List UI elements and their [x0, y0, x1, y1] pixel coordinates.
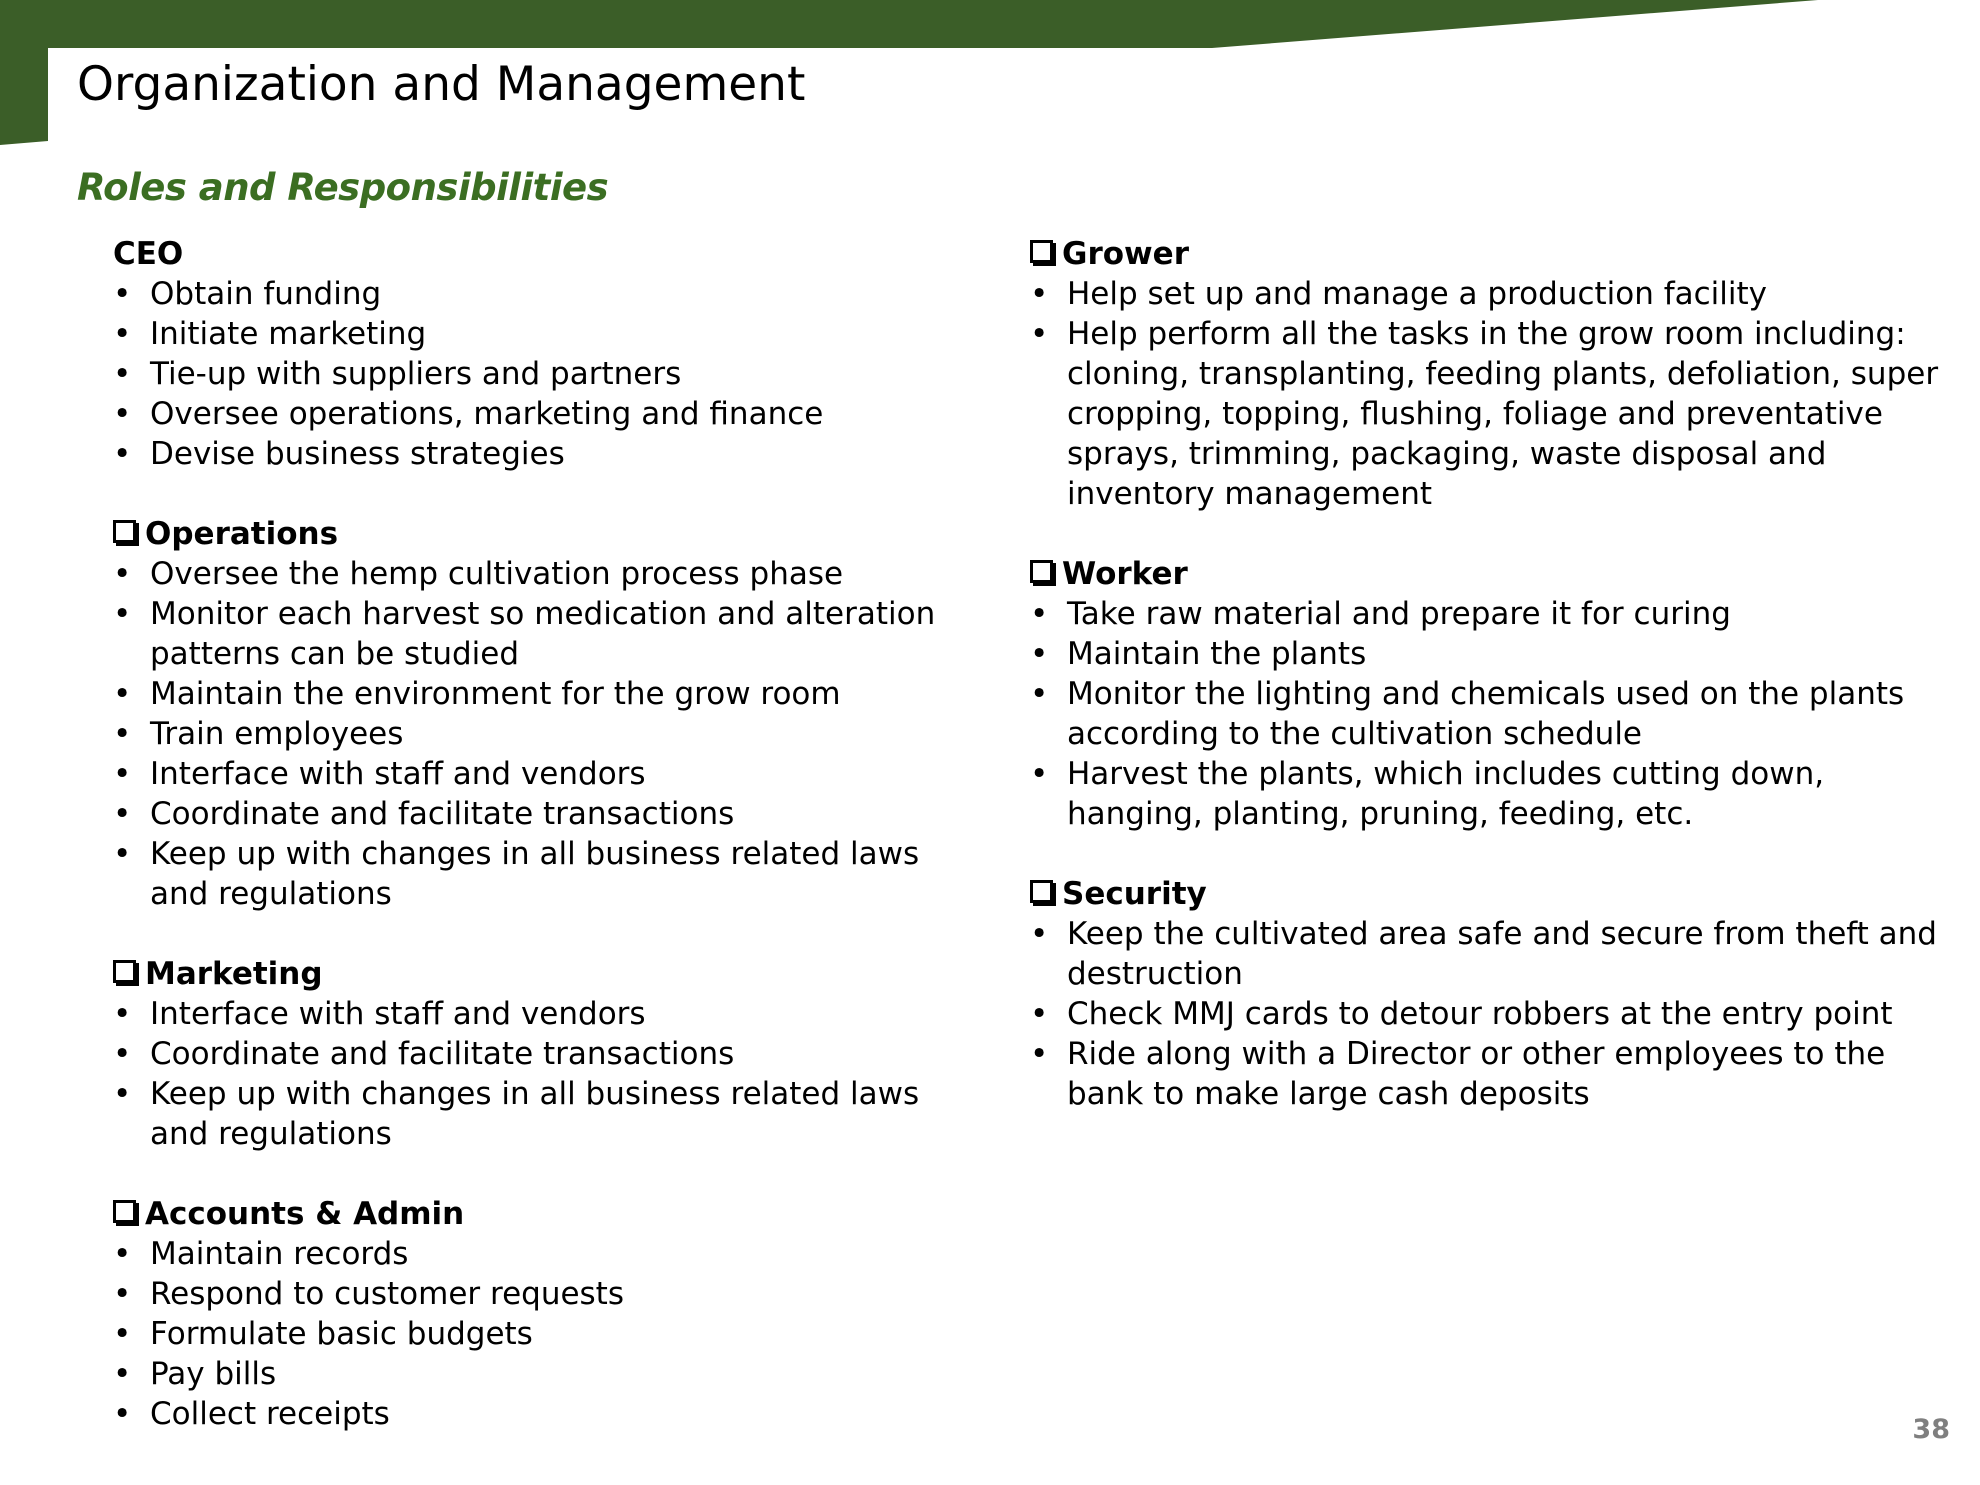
section-heading	[113, 234, 973, 274]
list-item: • Keep up with changes in all business related laws and regulations	[113, 834, 973, 914]
list-item: • Devise business strategies	[113, 434, 973, 474]
bullet-list	[113, 1234, 973, 1434]
list-item: • Tie-up with suppliers and partners	[113, 354, 973, 394]
list-item: • Maintain records	[113, 1234, 973, 1274]
role-section	[113, 1194, 973, 1434]
section-heading-label: Worker	[1062, 556, 1188, 592]
page-number: 38	[1912, 1414, 1950, 1445]
list-item: • Monitor each harvest so medication and alteration patterns can be studied	[113, 594, 973, 674]
list-item: • Train employees	[113, 714, 973, 754]
list-item: • Pay bills	[113, 1354, 973, 1394]
role-section	[113, 234, 973, 474]
role-section	[1030, 234, 1950, 514]
list-item: • Respond to customer requests	[113, 1274, 973, 1314]
role-section	[113, 954, 973, 1154]
role-section	[1030, 554, 1950, 834]
list-item: • Help perform all the tasks in the grow room including: cloning, transplanting, feeding plants, defoliation, super cropping, topping, flushing, foliage and preventative sprays, trimming, packaging, waste disposal and inventory management	[1030, 314, 1950, 514]
list-item: • Obtain funding	[113, 274, 973, 314]
bullet-list	[1030, 914, 1950, 1114]
section-heading	[1030, 234, 1950, 274]
list-item: • Harvest the plants, which includes cutting down, hanging, planting, pruning, feeding, etc.	[1030, 754, 1950, 834]
checkbox-bullet-icon	[113, 1200, 136, 1223]
section-heading-label: Operations	[145, 516, 339, 552]
list-item: • Check MMJ cards to detour robbers at the entry point	[1030, 994, 1950, 1034]
list-item: • Interface with staff and vendors	[113, 994, 973, 1034]
list-item: • Monitor the lighting and chemicals used on the plants according to the cultivation schedule	[1030, 674, 1950, 754]
list-item: • Coordinate and facilitate transactions	[113, 794, 973, 834]
role-section	[1030, 874, 1950, 1114]
list-item: • Ride along with a Director or other employees to the bank to make large cash deposits	[1030, 1034, 1950, 1114]
right-column	[1030, 234, 1950, 1154]
section-heading	[113, 514, 973, 554]
page-subtitle: Roles and Responsibilities	[77, 166, 609, 209]
checkbox-bullet-icon	[1030, 880, 1053, 903]
section-heading	[1030, 554, 1950, 594]
list-item: • Maintain the plants	[1030, 634, 1950, 674]
list-item: • Initiate marketing	[113, 314, 973, 354]
list-item: • Keep the cultivated area safe and secure from theft and destruction	[1030, 914, 1950, 994]
bullet-list	[1030, 594, 1950, 834]
list-item: • Oversee the hemp cultivation process phase	[113, 554, 973, 594]
list-item: • Help set up and manage a production facility	[1030, 274, 1950, 314]
list-item: • Oversee operations, marketing and finance	[113, 394, 973, 434]
page-title: Organization and Management	[77, 57, 806, 112]
list-item: • Formulate basic budgets	[113, 1314, 973, 1354]
section-heading-label: Security	[1062, 876, 1207, 912]
list-item: • Interface with staff and vendors	[113, 754, 973, 794]
bullet-list	[113, 554, 973, 914]
section-heading-label: Grower	[1062, 236, 1189, 272]
list-item: • Maintain the environment for the grow room	[113, 674, 973, 714]
checkbox-bullet-icon	[113, 960, 136, 983]
list-item: • Collect receipts	[113, 1394, 973, 1434]
section-heading	[113, 1194, 973, 1234]
bullet-list	[113, 274, 973, 474]
list-item: • Coordinate and facilitate transactions	[113, 1034, 973, 1074]
section-heading-label: CEO	[113, 236, 184, 272]
list-item: • Keep up with changes in all business related laws and regulations	[113, 1074, 973, 1154]
section-heading-label: Marketing	[145, 956, 323, 992]
checkbox-bullet-icon	[113, 520, 136, 543]
list-item: • Take raw material and prepare it for curing	[1030, 594, 1950, 634]
section-heading	[1030, 874, 1950, 914]
bullet-list	[1030, 274, 1950, 514]
section-heading-label: Accounts & Admin	[145, 1196, 465, 1232]
bullet-list	[113, 994, 973, 1154]
left-column	[113, 234, 973, 1474]
checkbox-bullet-icon	[1030, 240, 1053, 263]
section-heading	[113, 954, 973, 994]
checkbox-bullet-icon	[1030, 560, 1053, 583]
role-section	[113, 514, 973, 914]
